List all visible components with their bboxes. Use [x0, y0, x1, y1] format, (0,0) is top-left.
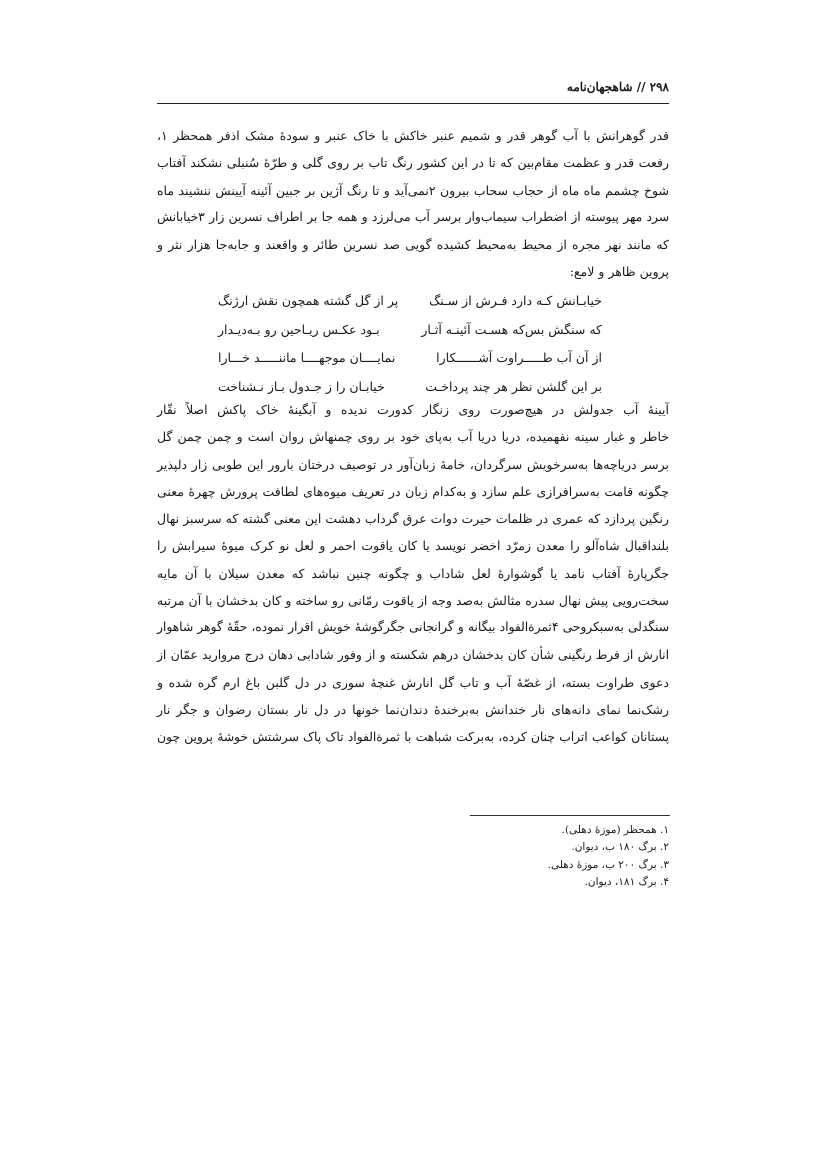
verse-second-hemistich: خیابـان را ز جـدول بـاز نـشناخت: [218, 378, 385, 394]
verse-row: [218, 316, 602, 345]
footnote: ۳. برگ ۲۰۰ ب، موزهٔ دهلی.: [547, 858, 669, 871]
text-line: رفعت قدر و عظمت مقام‌بین که تا در این کشور رنگ تاب بر روی گلی و طرّهٔ سُنبلی نشکند آفتاب: [157, 155, 669, 171]
verse-first-hemistich: خیابـانش کـه دارد فـرش از سـنگ: [429, 293, 602, 308]
verse-second-hemistich: بـود عکـس ریـاحین رو بـه‌دیـدار: [218, 321, 380, 337]
text-line: سنگدلی به‌سبکروحی ۴ثمرةالفواد بیگانه و گرانجانی جگرگوشهٔ خویش اقرار نموده، حقّهٔ گوهر شاهوار: [157, 620, 670, 635]
text-line: جگرپارهٔ آفتاب نامد یا گوشوارهٔ لعل شاداب و چگونه چنین نباشد که معدن سیلان با آن مایه: [157, 565, 669, 581]
text-line: که مانند نهر مجره از محیط به‌محیط کشیده گویی صد نسرین طائر و واقعند و جابه‌جا هزار نثر و: [157, 237, 669, 253]
text-line: قدر گوهرانش با آب گوهر قدر و شمیم عنبر خاکش با خاک عنبر و سودهٔ مشک اذفر همحظر ۱،: [157, 128, 669, 143]
paragraph-2: [157, 396, 669, 751]
footnote: ۴. برگ ۱۸۱، دیوان.: [584, 875, 669, 888]
header-rule: [157, 103, 669, 104]
text-line: بلنداقبال شاه‌آلو را معدن زمرّد اخضر نویسد یا کان یاقوت احمر و لعل نو کرک میوهٔ سیرابش را: [157, 538, 669, 554]
paragraph-1: [157, 122, 669, 286]
verse-second-hemistich: پر از گل گشته همچون نقش ارژنگ: [218, 293, 399, 308]
text-line: آیینهٔ آب جدولش در هیچ‌صورت روی زنگار کدورت ندیده و آبگینهٔ خاک پاکش اصلاً نقّار: [157, 402, 669, 417]
text-line: شوخ چشمم ماه ماه از حجاب سحاب بیرون ۲نمی‌آید و تا رنگ آژین بر جبین آئینه آیینش ننشیند ماه: [157, 182, 669, 198]
text-line: انارش از فرط رنگینی شأن کان بدخشان درهم شکسته و از وفور شادابی دهان درج مروارید عمّان از: [157, 647, 669, 662]
text-line: پروین ظاهر و لامع:: [569, 264, 669, 280]
text-line: رشک‌نما نمای دانه‌های نار خندانش به‌برخندهٔ دندان‌نما خونها در دل نار بستان رضوان و جگر نار: [157, 702, 669, 718]
footnotes: [369, 822, 669, 891]
text-line: پستانان کواعب اتراب چنان کرده، به‌برکت شباهت با ثمرةالفواد تاک پاک سرشتش خوشهٔ پروین چون: [157, 729, 669, 744]
footnote-rule: [470, 815, 670, 816]
text-line: چگونه قامت به‌سرافرازی علم سازد و به‌کدام زبان در تعریف میوه‌های لطافت پرورش چهرهٔ معنی: [157, 483, 669, 499]
text-line: سخت‌رویی پیش نهال سدره مثالش به‌صد وجه از یاقوت رمّانی رو ساخته و کان بدخشان با آن مرتبه: [157, 593, 669, 609]
text-line: برسر دریاچه‌ها به‌سرخویش سرگردان، خامهٔ زبان‌آور در توصیف درختان بارور این طوبی زار دلپذیر: [157, 456, 669, 472]
text-line: خاطر و غبار سینه نفهمیده، دریا دریا آب به‌پای خود بر روی چمنهاش روان است و چمن چمن گل: [157, 429, 669, 445]
verse-first-hemistich: از آن آب طـــــراوت آشــــــکارا: [436, 350, 602, 365]
text-line: رنگین پردازد که عمری در ظلمات حیرت دوات عرق گرداب دهشت این معنی گشته که سرسبز نهال: [157, 511, 669, 527]
verse-second-hemistich: نمایــــان موجهــــا ماننـــــد خـــارا: [218, 350, 396, 365]
footnote: ۱. همحظر (موزهٔ دهلی).: [561, 824, 669, 836]
verse-row: [218, 287, 602, 316]
verse-first-hemistich: بر این گلشن نظر هر چند پرداخـت: [425, 378, 602, 394]
verse-row: [218, 344, 602, 373]
verse-first-hemistich: که سنگش بس‌که هسـت آئینـه آثـار: [421, 321, 602, 337]
running-header: ۲۹۸ // شاهجهان‌نامه: [566, 80, 669, 94]
footnote: ۲. برگ ۱۸۰ ب، دیوان.: [571, 841, 669, 854]
text-line: سرد مهر پیوسته از اضطراب سیماب‌وار برسر آب می‌لرزد و همه جا بر اطراف نسرین زار ۳خیابانش: [157, 209, 669, 224]
poem-verses: [218, 287, 602, 401]
text-line: دعوی طراوت بسته، از غصّهٔ آب و تاب گل انارش غنچهٔ سوری در دل گلبن باغ ارم گره شده و: [157, 674, 669, 690]
